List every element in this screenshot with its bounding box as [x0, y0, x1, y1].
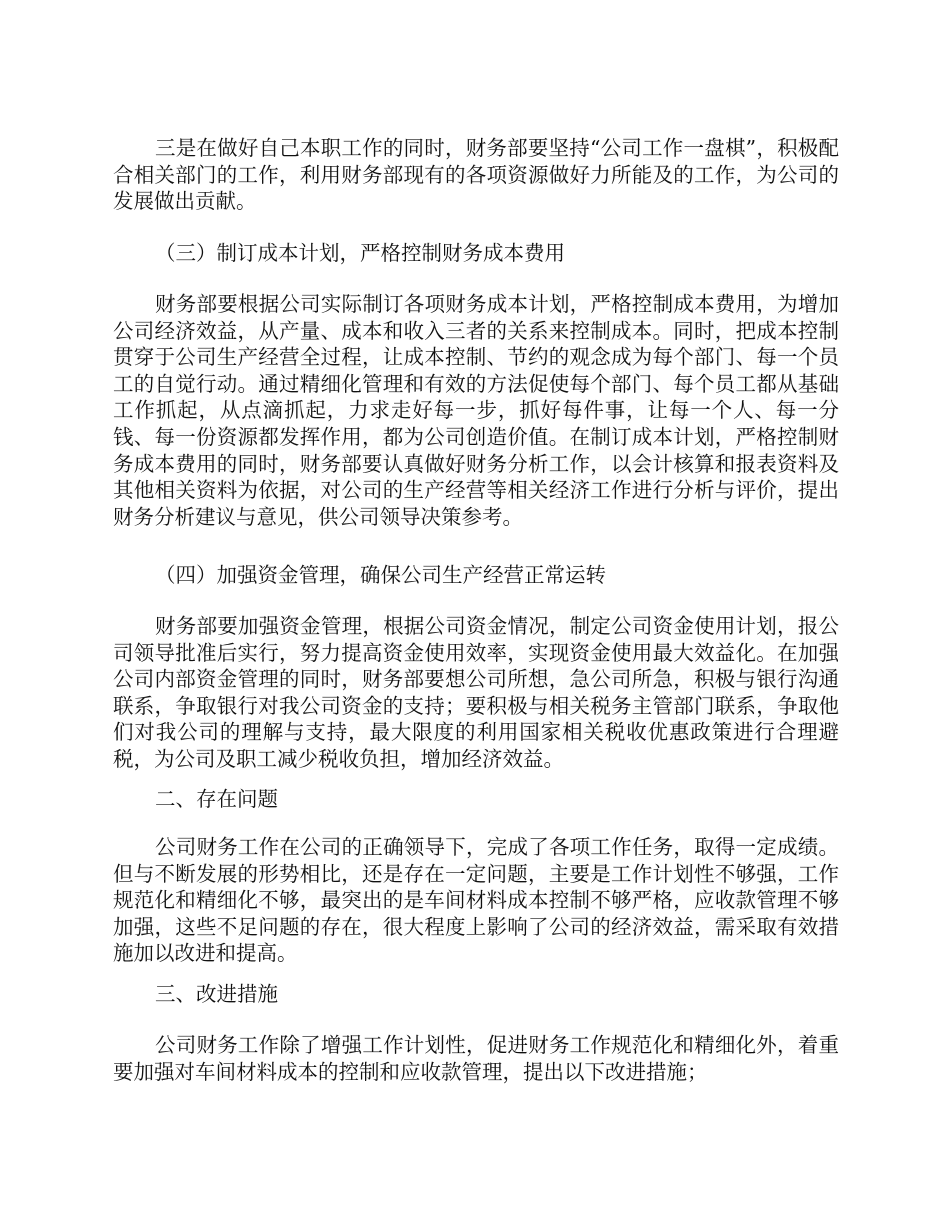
paragraph-improvements: 公司财务工作除了增强工作计划性，促进财务工作规范化和精细化外，着重要加强对车间材料成本的控制和应收款管理，提出以下改进措施；	[113, 1033, 839, 1084]
paragraph-coordination: 三是在做好自己本职工作的同时，财务部要坚持“公司工作一盘棋”，积极配合相关部门的工作，利用财务部现有的各项资源做好力所能及的工作，为公司的发展做出贡献。	[113, 136, 839, 214]
paragraph-cost-plan: 财务部要根据公司实际制订各项财务成本计划，严格控制成本费用，为增加公司经济效益，从产量、成本和收入三者的关系来控制成本。同时，把成本控制贯穿于公司生产经营全过程，让成本控制、节约的观念成为每个部门、每一个员工的自觉行动。通过精细化管理和有效的方法促使每个部门、每个员工都从基础工作抓起，从点滴抓起，力求走好每一步，抓好每件事，让每一个人、每一分钱、每一份资源都发挥作用，都为公司创造价值。在制订成本计划，严格控制财务成本费用的同时，财务部要认真做好财务分析工作，以会计核算和报表资料及其他相关资料为依据，对公司的生产经营等相关经济工作进行分析与评价，提出财务分析建议与意见，供公司领导决策参考。	[113, 292, 839, 529]
section-heading-problems: 二、存在问题	[155, 787, 278, 811]
section-heading-improvements: 三、改进措施	[155, 982, 278, 1006]
paragraph-problems: 公司财务工作在公司的正确领导下，完成了各项工作任务，取得一定成绩。但与不断发展的形势相比，还是存在一定问题，主要是工作计划性不够强，工作规范化和精细化不够，最突出的是车间材料成本控制不够严格，应收款管理不够加强，这些不足问题的存在，很大程度上影响了公司的经济效益，需采取有效措施加以改进和提高。	[113, 835, 839, 966]
section-heading-fund-management: （四）加强资金管理，确保公司生产经营正常运转	[155, 563, 606, 587]
paragraph-fund-management: 财务部要加强资金管理，根据公司资金情况，制定公司资金使用计划，报公司领导批准后实行，努力提高资金使用效率，实现资金使用最大效益化。在加强公司内部资金管理的同时，财务部要想公司所想，急公司所急，积极与银行沟通联系，争取银行对我公司资金的支持；要积极与相关税务主管部门联系，争取他们对我公司的理解与支持，最大限度的利用国家相关税收优惠政策进行合理避税，为公司及职工减少税收负担，增加经济效益。	[113, 614, 839, 771]
section-heading-cost-plan: （三）制订成本计划，严格控制财务成本费用	[155, 241, 565, 265]
